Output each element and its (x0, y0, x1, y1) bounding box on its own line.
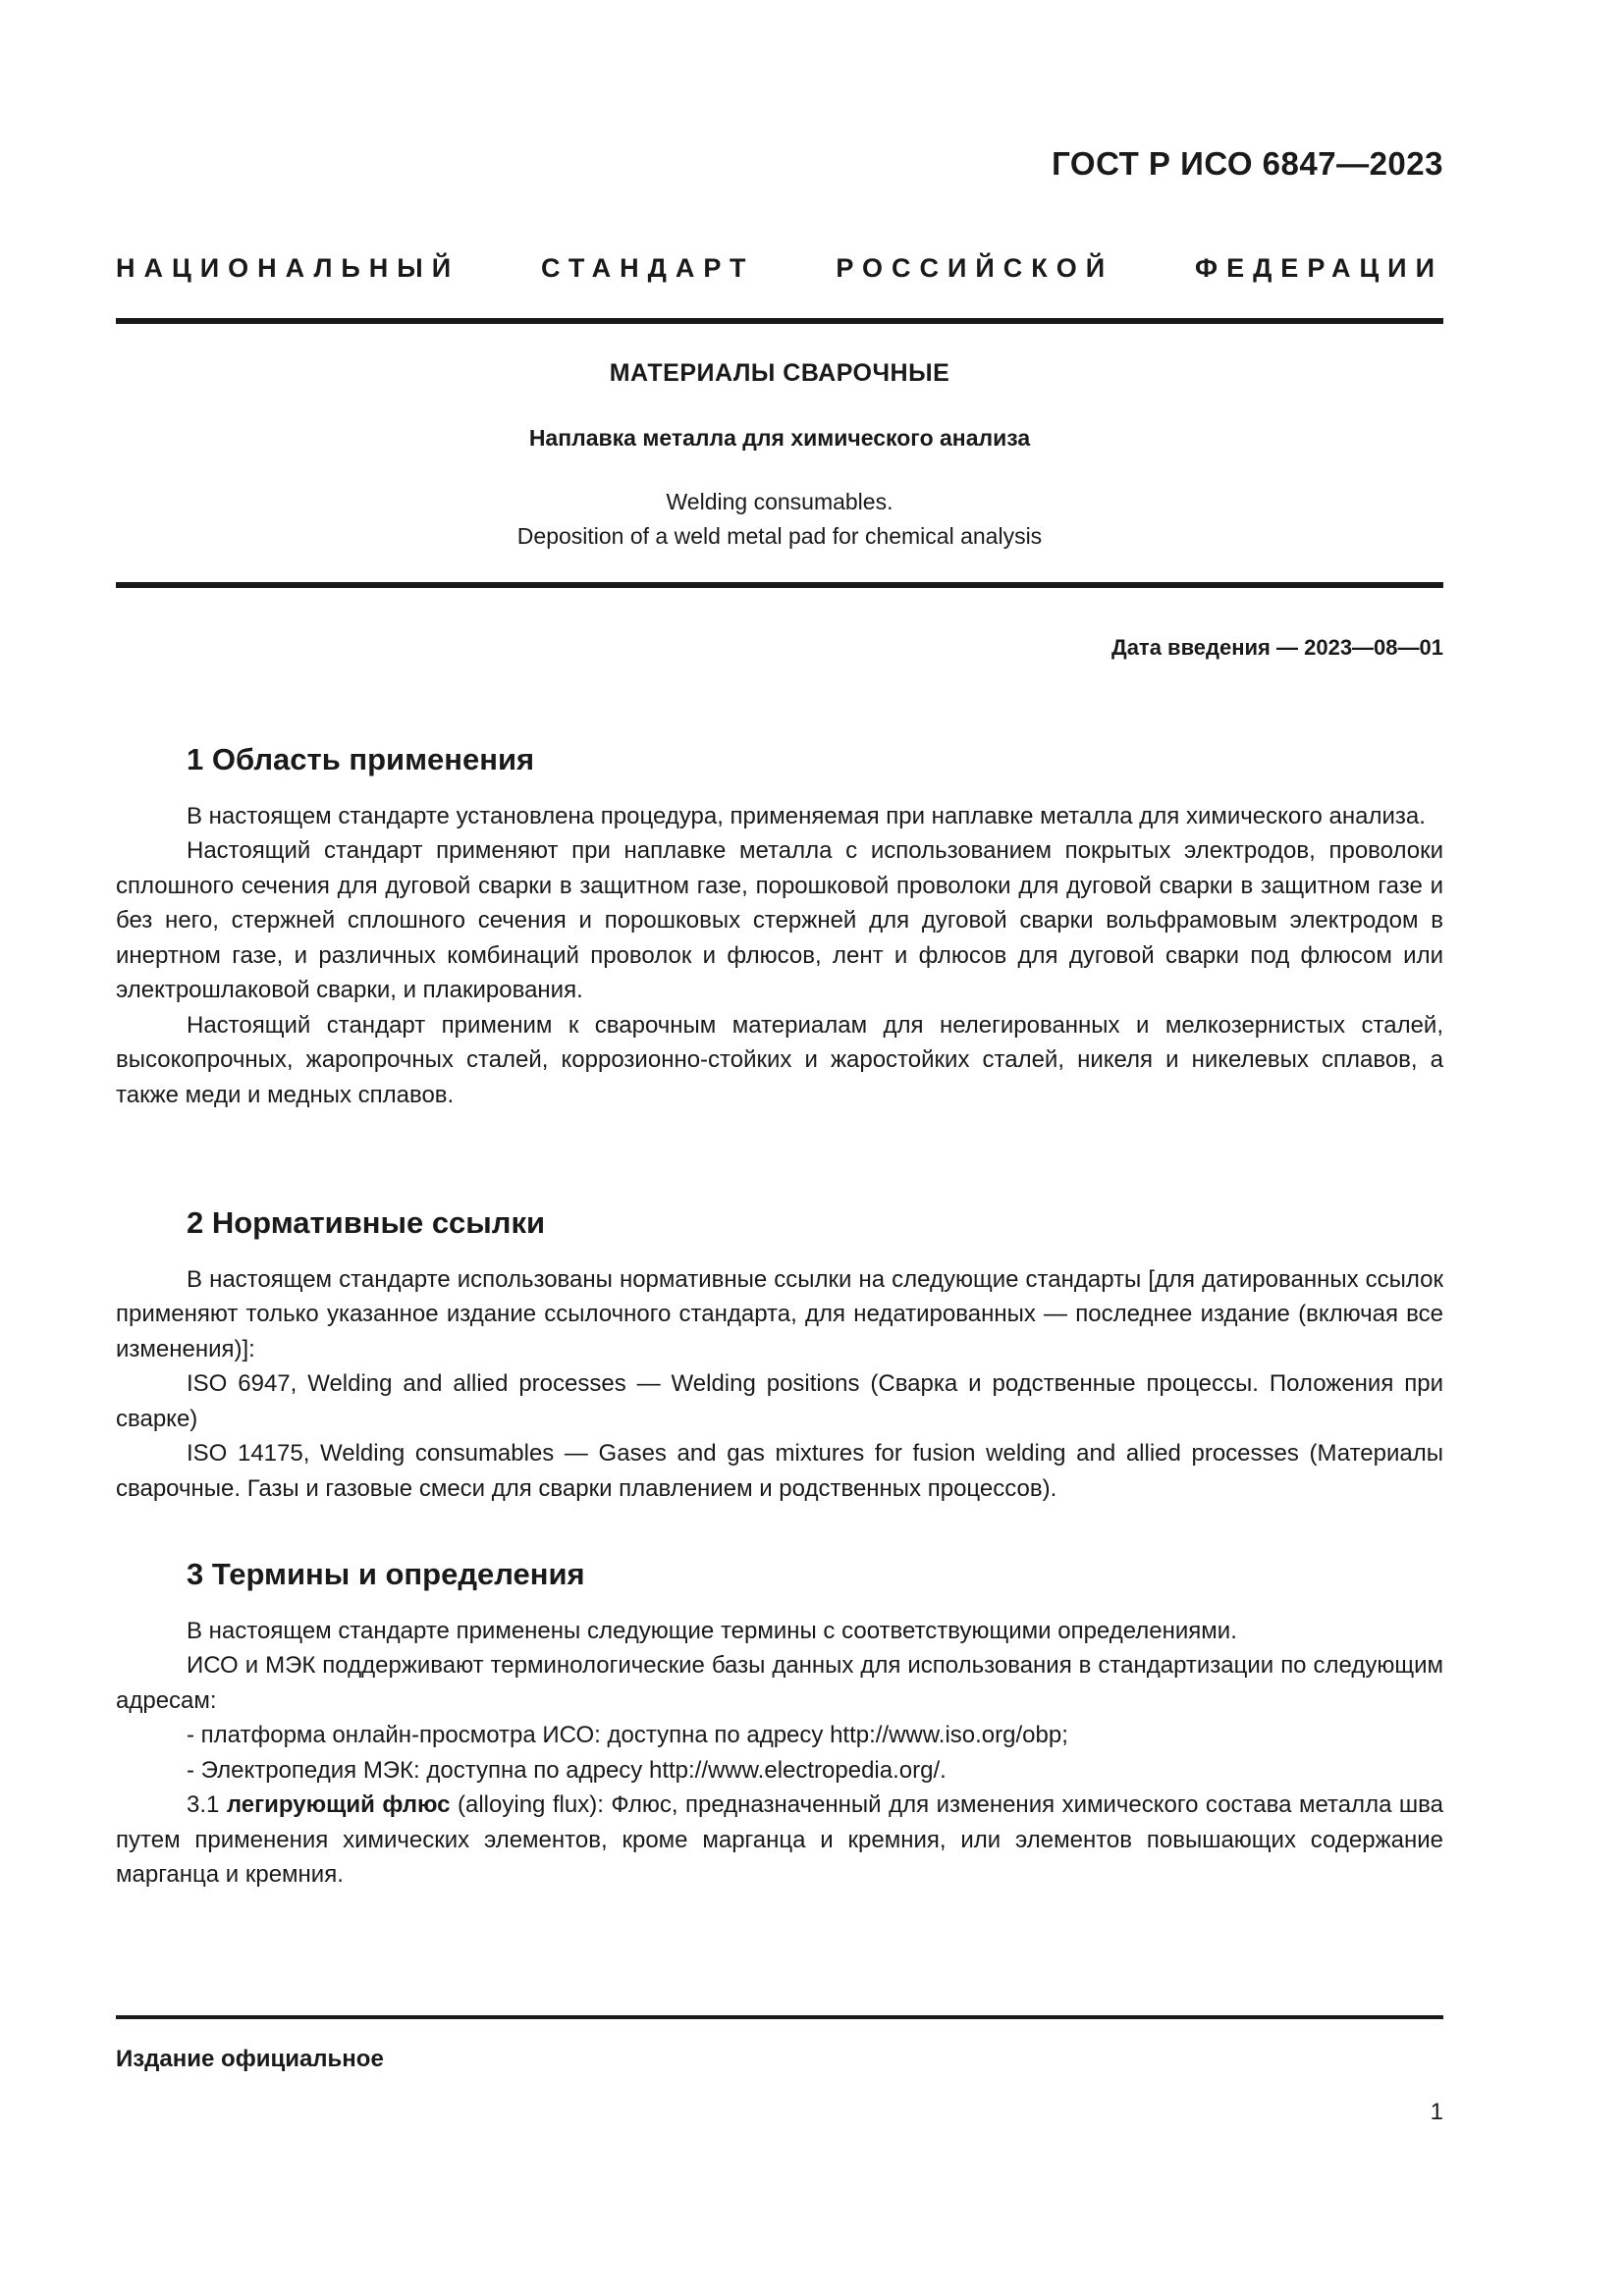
paragraph: В настоящем стандарте применены следующие термины с соответствующими определениями. (187, 1617, 1237, 1644)
paragraph: В настоящем стандарте использованы нормативные ссылки на следующие стандарты [для датированных ссылок применяют только указанное издание ссылочного стандарта, для недатированных — последнее издание (включая все изменения)]: (116, 1265, 1443, 1362)
paragraph: ИСО и МЭК поддерживают терминологические базы данных для использования в стандартизации по следующим адресам: (116, 1652, 1443, 1714)
paragraph: Настоящий стандарт применим к сварочным материалам для нелегированных и мелкозернистых сталей, высокопрочных, жаропрочных сталей, коррозионно-стойких и жаростойких сталей, никеля и никелевых сплавов, а также меди и медных сплавов. (116, 1011, 1443, 1108)
paragraph: ISO 6947, Welding and allied processes — Welding positions (Сварка и родственные процессы. Положения при сварке) (116, 1370, 1443, 1432)
term-definition (116, 1788, 1443, 1893)
english-title-line2: Deposition of a weld metal pad for chemical analysis (516, 523, 1043, 549)
term-number: 3.1 (187, 1791, 220, 1818)
official-edition-label: Издание официальное (116, 2046, 384, 2072)
introduction-date: Дата введения — 2023—08—01 (1111, 635, 1443, 660)
national-standard-banner: НАЦИОНАЛЬНЫЙ СТАНДАРТ РОССИЙСКОЙ ФЕДЕРАЦИИ (116, 253, 1443, 283)
page-number: 1 (1430, 2099, 1443, 2125)
title-rule (116, 582, 1443, 588)
english-title (116, 485, 1443, 554)
english-title-line1: Welding consumables. (666, 489, 893, 514)
standard-title: МАТЕРИАЛЫ СВАРОЧНЫЕ (609, 359, 950, 387)
gost-number: ГОСТ Р ИСО 6847—2023 (1052, 145, 1443, 182)
list-item: - Электропедия МЭК: доступна по адресу http://www.electropedia.org/. (187, 1756, 947, 1784)
section-terms (116, 1557, 1443, 1893)
bottom-rule (116, 2015, 1443, 2019)
standard-subtitle: Наплавка металла для химического анализа (528, 425, 1031, 451)
paragraph: Настоящий стандарт применяют при наплавке металла с использованием покрытых электродов, проволоки сплошного сечения для дуговой сварки в защитном газе, порошковой проволоки для дуговой сварки в защитном газе и без него, стержней сплошного сечения и порошковых стержней для дуговой сварки вольфрамовым электродом в инертном газе, и различных комбинаций проволок и флюсов, лент и флюсов для дуговой сварки под флюсом или электрошлаковой сварки, и плакирования. (116, 837, 1443, 1003)
section-heading: 3 Термины и определения (187, 1557, 585, 1591)
section-heading: 1 Область применения (187, 742, 535, 776)
term-name: легирующий флюс (226, 1791, 451, 1818)
top-rule (116, 318, 1443, 324)
section-scope (116, 742, 1443, 1112)
term-text: (alloying flux): Флюс, предназначенный для изменения химического состава металла шва путем применения химических элементов, кроме марганца и кремния, или элементов повышающих содержание марганца и кремния. (116, 1791, 1443, 1888)
list-item: - платформа онлайн-просмотра ИСО: доступна по адресу http://www.iso.org/obp; (187, 1722, 1068, 1748)
paragraph: В настоящем стандарте установлена процедура, применяемая при наплавке металла для химического анализа. (187, 802, 1426, 829)
section-normative-references (116, 1205, 1443, 1506)
section-heading: 2 Нормативные ссылки (187, 1205, 546, 1240)
paragraph: ISO 14175, Welding consumables — Gases and gas mixtures for fusion welding and allied processes (Материалы сварочные. Газы и газовые смеси для сварки плавлением и родственных процессов). (116, 1440, 1443, 1502)
